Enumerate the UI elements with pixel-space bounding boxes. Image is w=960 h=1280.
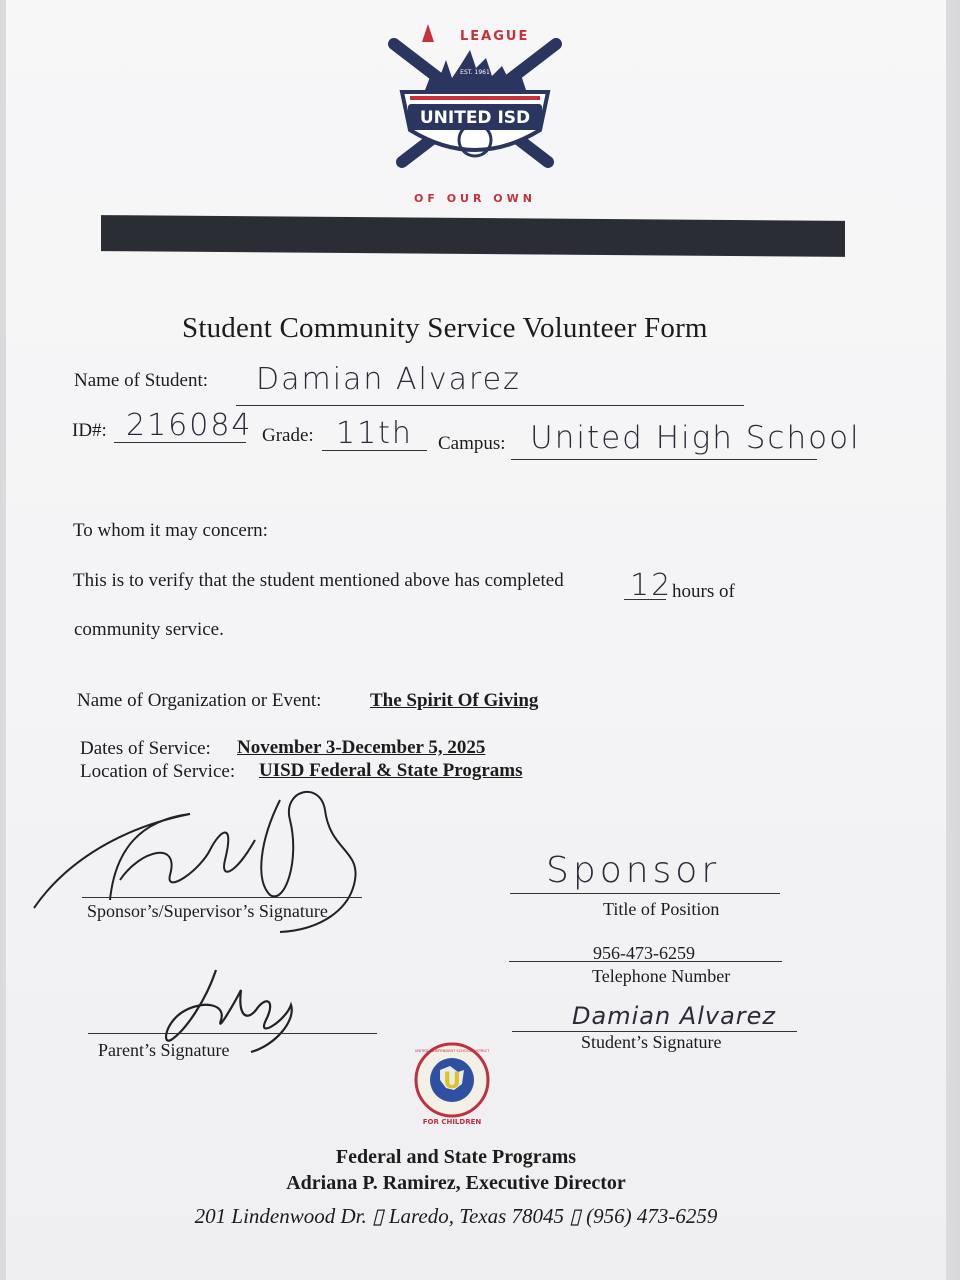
form-title: Student Community Service Volunteer Form	[182, 312, 708, 344]
grade-value[interactable]: 11th	[336, 416, 413, 451]
logo-est-text: EST. 1961	[460, 69, 490, 76]
phone-line	[509, 961, 782, 962]
location-label: Location of Service:	[80, 761, 236, 782]
phone-value: 956-473-6259	[593, 943, 695, 963]
title-value[interactable]: Sponsor	[546, 850, 721, 891]
campus-value[interactable]: United High School	[530, 420, 861, 456]
phone-label: Telephone Number	[592, 966, 731, 986]
name-label: Name of Student:	[74, 370, 209, 391]
campus-label: Campus:	[438, 433, 506, 454]
seal-ring-text: UNITED INDEPENDENT SCHOOL DISTRICT	[414, 1049, 490, 1053]
seal-bottom-text: FOR CHILDREN	[422, 1118, 482, 1126]
student-signature[interactable]: Damian Alvarez	[572, 1002, 777, 1030]
grade-line	[322, 450, 427, 451]
logo-top-text: LEAGUE	[460, 29, 530, 44]
location-value: UISD Federal & State Programs	[259, 760, 523, 781]
grade-label: Grade:	[262, 425, 314, 446]
org-value: The Spirit Of Giving	[370, 690, 539, 711]
id-value[interactable]: 216084	[126, 408, 253, 443]
student-name-value[interactable]: Damian Alvarez	[256, 362, 521, 397]
dates-value: November 3-December 5, 2025	[237, 737, 486, 758]
league-logo	[380, 20, 570, 215]
sponsor-line	[82, 897, 362, 898]
id-label: ID#:	[72, 420, 107, 441]
campus-line	[511, 459, 817, 460]
footer-line1: Federal and State Programs	[335, 1146, 577, 1168]
verify-text-line2: community service.	[74, 619, 224, 640]
header-bar	[101, 215, 845, 257]
footer-line2: Adriana P. Ramirez, Executive Director	[286, 1172, 626, 1194]
verify-text: This is to verify that the student mentioned above has completed	[73, 570, 564, 591]
hours-line	[624, 599, 666, 600]
district-seal	[410, 1040, 494, 1126]
org-label: Name of Organization or Event:	[77, 690, 322, 711]
title-label: Title of Position	[603, 899, 720, 919]
title-line	[510, 893, 780, 894]
greeting: To whom it may concern:	[73, 520, 268, 541]
logo-bottom-text: OF OUR OWN	[414, 192, 536, 205]
logo-name: UNITED ISD	[419, 108, 531, 128]
dates-label: Dates of Service:	[80, 738, 211, 759]
id-line	[114, 442, 246, 443]
student-label: Student’s Signature	[581, 1032, 722, 1052]
form-page	[6, 0, 946, 1280]
parent-label: Parent’s Signature	[98, 1040, 230, 1060]
parent-line	[88, 1033, 377, 1034]
sponsor-label: Sponsor’s/Supervisor’s Signature	[87, 901, 328, 921]
name-line	[236, 405, 744, 406]
footer-address: 201 Lindenwood Dr. ▯ Laredo, Texas 78045 ▯ (956) 473-6259	[194, 1204, 718, 1228]
seal-letter: U	[443, 1069, 461, 1094]
hours-suffix: hours of	[672, 581, 735, 602]
hours-value[interactable]: 12	[630, 568, 673, 603]
